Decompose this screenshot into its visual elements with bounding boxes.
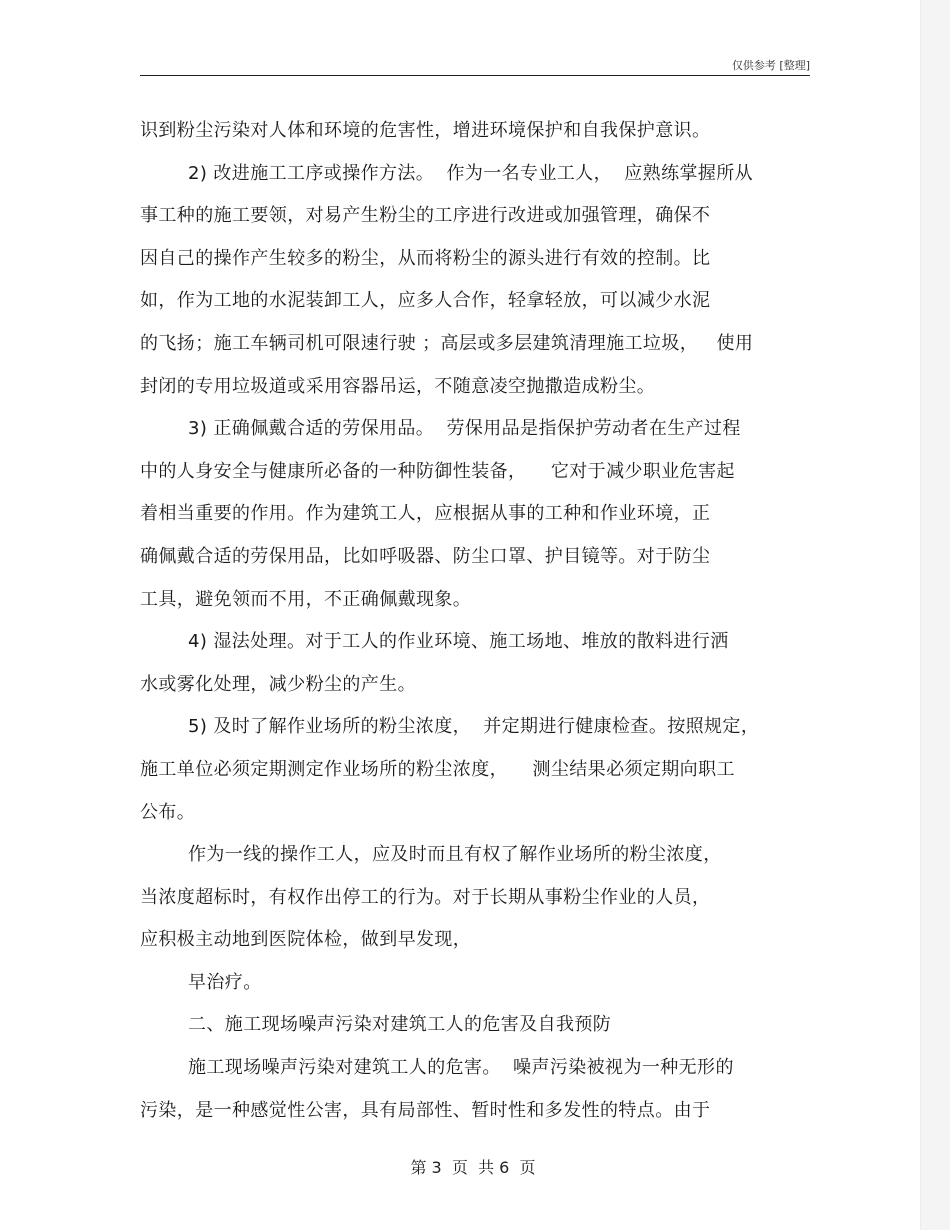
page-header: 仅供参考 [整理] bbox=[731, 59, 810, 72]
page-footer: 第 3 页 共 6 页 bbox=[410, 1158, 536, 1177]
text-line: 作为一线的操作工人，应及时而且有权了解作业场所的粉尘浓度， bbox=[188, 844, 722, 866]
text-line: 公布。 bbox=[140, 801, 196, 823]
text-line: 2) 改进施工工序或操作方法。 作为一名专业工人， 应熟练掌握所从 bbox=[188, 162, 754, 184]
text-line: 识到粉尘污染对人体和环境的危害性，增进环境保护和自我保护意识。 bbox=[140, 120, 711, 141]
text-line: 着相当重要的作用。作为建筑工人，应根据从事的工种和作业环境，正 bbox=[140, 503, 711, 525]
text-line: 的飞扬；施工车辆司机可限速行驶 ；高层或多层建筑清理施工垃圾， 使用 bbox=[140, 332, 754, 354]
text-line: 中的人身安全与健康所必备的一种防御性装备， 它对于减少职业危害起 bbox=[140, 460, 735, 482]
text-line: 因自己的操作产生较多的粉尘，从而将粉尘的源头进行有效的控制。比 bbox=[140, 247, 711, 269]
text-line: 施工现场噪声污染对建筑工人的危害。 噪声污染被视为一种无形的 bbox=[188, 1057, 734, 1079]
section-heading: 二、施工现场噪声污染对建筑工人的危害及自我预防 bbox=[188, 1014, 612, 1036]
text-line: 4) 湿法处理。对于工人的作业环境、施工场地、堆放的散料进行洒 bbox=[188, 631, 729, 653]
text-line: 当浓度超标时，有权作出停工的行为。对于长期从事粉尘作业的人员， bbox=[140, 886, 711, 908]
text-line: 确佩戴合适的劳保用品，比如呼吸器、防尘口罩、护目镜等。对于防尘 bbox=[140, 545, 711, 567]
text-line: 污染，是一种感觉性公害，具有局部性、暂时性和多发性的特点。由于 bbox=[140, 1099, 711, 1121]
text-line: 事工种的施工要领，对易产生粉尘的工序进行改进或加强管理，确保不 bbox=[140, 205, 711, 227]
header-rule bbox=[140, 75, 810, 76]
text-line: 如，作为工地的水泥装卸工人，应多人合作，轻拿轻放，可以减少水泥 bbox=[140, 290, 711, 312]
text-line: 封闭的专用垃圾道或采用容器吊运，不随意凌空抛撒造成粉尘。 bbox=[140, 375, 656, 397]
text-line: 工具，避免领而不用，不正确佩戴现象。 bbox=[140, 588, 472, 610]
text-line: 5) 及时了解作业场所的粉尘浓度， 并定期进行健康检查。按照规定， bbox=[188, 716, 760, 738]
body-text bbox=[140, 110, 820, 1132]
text-line: 水或雾化处理，减少粉尘的产生。 bbox=[140, 673, 416, 695]
text-line: 早治疗。 bbox=[188, 971, 262, 993]
text-line: 3) 正确佩戴合适的劳保用品。 劳保用品是指保护劳动者在生产过程 bbox=[188, 418, 741, 440]
text-line: 应积极主动地到医院体检，做到早发现， bbox=[140, 929, 472, 951]
text-line: 施工单位必须定期测定作业场所的粉尘浓度， 测尘结果必须定期向职工 bbox=[140, 758, 735, 780]
